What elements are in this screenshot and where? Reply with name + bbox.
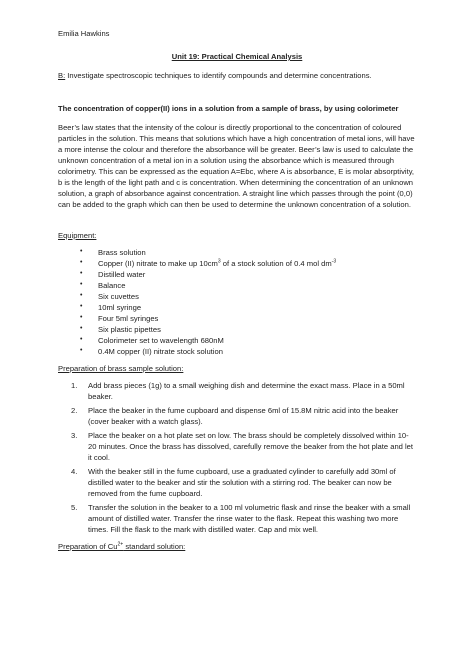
- list-item: [71, 380, 416, 402]
- list-item: • Six cuvettes: [80, 292, 139, 301]
- equipment-list: [58, 247, 416, 357]
- list-item: • Brass solution: [80, 248, 146, 257]
- step-number: 2.: [71, 406, 78, 415]
- list-item: [71, 502, 416, 535]
- page-title: Unit 19: Practical Chemical Analysis: [171, 52, 303, 61]
- step-text: Add brass pieces (1g) to a small weighing dish and determine the exact mass. Place in a 50ml beaker.: [88, 381, 405, 401]
- author-name: Emilia Hawkins: [58, 29, 110, 38]
- list-item: • Copper (II) nitrate to make up $10cm^3$ of a stock solution of 0.4 mol $dm^{-3}$: [80, 258, 337, 268]
- bullet-icon: •: [80, 336, 83, 343]
- bullet-icon: •: [80, 259, 83, 266]
- list-item: • Colorimeter set to wavelength 680nM: [80, 336, 224, 345]
- bullet-icon: •: [80, 303, 83, 310]
- equipment-heading: Equipment:: [58, 231, 97, 240]
- intro-paragraph: Beer’s law states that the intensity of the colour is directly proportional to the concentration of coloured particles in the solution. This means that solutions which have a high concentration of metal ions, will have a more intense the colour and therefore the absorbance will be greater. Beer’s law is used to calculate the unknown concentration of a metal ion in a solution using the absorbance which is measured through colorimetry. This can be expressed as the equation A=Ebc, where A is absorbance, E is molar absorptivity, b is the length of the light path and c is concentration. When determining the concentration of an unknown solution, a graph of absorbance against concentration. A straight line which passes through the point (0,0) can be added to the graph which can then be used to determine the unknown concentration of a solution.: [58, 123, 415, 209]
- cu-prep-heading: Preparation of $Cu^{2+}$ standard solution:: [58, 541, 186, 551]
- objective-line: [58, 70, 416, 81]
- objective-code: B:: [58, 71, 66, 80]
- brass-prep-steps: [58, 380, 416, 535]
- step-text: Transfer the solution in the beaker to a 100 ml volumetric flask and rinse the beaker with a small amount of distilled water. Transfer the rinse water to the flask. Repeat this washing two more times. Fill the flask to the mark with distilled water. Cap and mix well.: [88, 503, 411, 534]
- bullet-icon: •: [80, 270, 83, 277]
- bullet-icon: •: [80, 325, 83, 332]
- objective-text: Investigate spectroscopic techniques to identify compounds and determine concentrations.: [65, 71, 372, 80]
- list-item: [71, 466, 416, 499]
- list-item: • Balance: [80, 281, 126, 290]
- bullet-icon: •: [80, 281, 83, 288]
- step-number: 1.: [71, 381, 78, 390]
- step-text: Place the beaker on a hot plate set on low. The brass should be completely dissolved within 10-20 minutes. Once the brass has dissolved, carefully remove the beaker from the hot plate and let it cool.: [88, 431, 414, 462]
- bullet-icon: •: [80, 314, 83, 321]
- step-number: 5.: [71, 503, 78, 512]
- list-item: [71, 405, 416, 427]
- list-item: • 10ml syringe: [80, 303, 142, 312]
- bullet-icon: •: [80, 347, 83, 354]
- bullet-icon: •: [80, 248, 83, 255]
- step-text: With the beaker still in the fume cupboard, use a graduated cylinder to carefully add 30ml of distilled water to the beaker and stir the solution with a stirring rod. The beaker can now be removed from the fume cupboard.: [88, 467, 396, 498]
- list-item: • Distilled water: [80, 270, 146, 279]
- list-item: [71, 430, 416, 463]
- step-text: Place the beaker in the fume cupboard and dispense 6ml of 15.8M nitric acid into the beaker (cover beaker with a watch glass).: [88, 406, 399, 426]
- bullet-icon: •: [80, 292, 83, 299]
- step-number: 4.: [71, 467, 78, 476]
- brass-prep-heading: Preparation of brass sample solution:: [58, 364, 184, 373]
- section-heading: The concentration of copper(II) ions in a solution from a sample of brass, by using colorimeter: [58, 104, 399, 113]
- list-item: • Six plastic pipettes: [80, 325, 161, 334]
- list-item: • 0.4M copper (II) nitrate stock solution: [80, 347, 223, 356]
- list-item: • Four 5ml syringes: [80, 314, 159, 323]
- step-number: 3.: [71, 431, 78, 440]
